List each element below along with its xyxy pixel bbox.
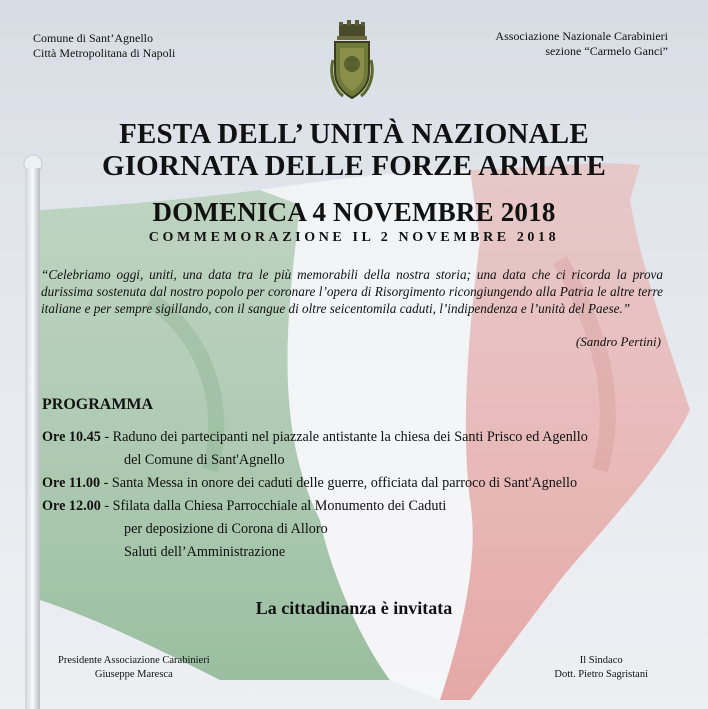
signature-right xyxy=(554,654,648,682)
commemoration-date: COMMEMORAZIONE IL 2 NOVEMBRE 2018 xyxy=(148,230,560,245)
header-right xyxy=(495,29,668,59)
program-item xyxy=(42,473,577,493)
program-title: PROGRAMMA xyxy=(42,396,154,413)
header-left xyxy=(33,31,175,61)
signature-right-role: Il Sindaco xyxy=(579,655,623,666)
signature-right-name: Dott. Pietro Sagristani xyxy=(554,669,648,680)
event-title: FESTA DELL’ UNITÀ NAZIONALE xyxy=(119,118,589,150)
event-date: DOMENICA 4 NOVEMBRE 2018 xyxy=(152,197,556,227)
program-item-continuation: per deposizione di Corona di Alloro xyxy=(124,521,328,537)
program-item xyxy=(42,427,588,447)
program-description: - Santa Messa in onore dei caduti delle guerre, officiata dal parroco di Sant'Agnello xyxy=(100,475,578,491)
program-time: Ore 10.45 xyxy=(42,429,101,445)
program-time: Ore 12.00 xyxy=(42,498,101,514)
program-description: - Raduno dei partecipanti nel piazzale antistante la chiesa dei Santi Prisco ed Agenllo xyxy=(100,429,588,445)
program-description: - Sfilata dalla Chiesa Parrocchiale al Monumento dei Caduti xyxy=(100,498,447,514)
metropolitan-city: Città Metropolitana di Napoli xyxy=(33,46,176,60)
signature-left xyxy=(58,654,210,682)
association-section: sezione “Carmelo Ganci” xyxy=(545,44,668,58)
municipality-name: Comune di Sant’Agnello xyxy=(33,31,153,45)
program-item-continuation: Saluti dell’Amministrazione xyxy=(124,544,286,560)
program-item xyxy=(42,496,446,516)
quote-author: (Sandro Pertini) xyxy=(575,334,661,349)
quote-text: “Celebriamo oggi, uniti, una data tra le più memorabili della nostra storia; una data che ci ricorda la prova durissima sostenuta dal nostro popolo per coronare l’opera di Risorgimento ricongiungendo alla Patria le altre terre italiane e per sempre sigillando, con il sangue di oltre seicentomila caduti, l’indipendenza e l’unità del Paese.” xyxy=(41,267,663,316)
event-subtitle: GIORNATA DELLE FORZE ARMATE xyxy=(101,150,607,182)
signature-left-name: Giuseppe Maresca xyxy=(94,669,173,680)
invitation-text: La cittadinanza è invitata xyxy=(255,598,453,618)
municipal-crest-icon xyxy=(329,20,375,100)
association-name: Associazione Nazionale Carabinieri xyxy=(495,29,668,43)
program-time: Ore 11.00 xyxy=(42,475,101,491)
signature-left-role: Presidente Associazione Carabinieri xyxy=(58,655,210,666)
program-item-continuation: del Comune di Sant'Agnello xyxy=(124,452,285,468)
